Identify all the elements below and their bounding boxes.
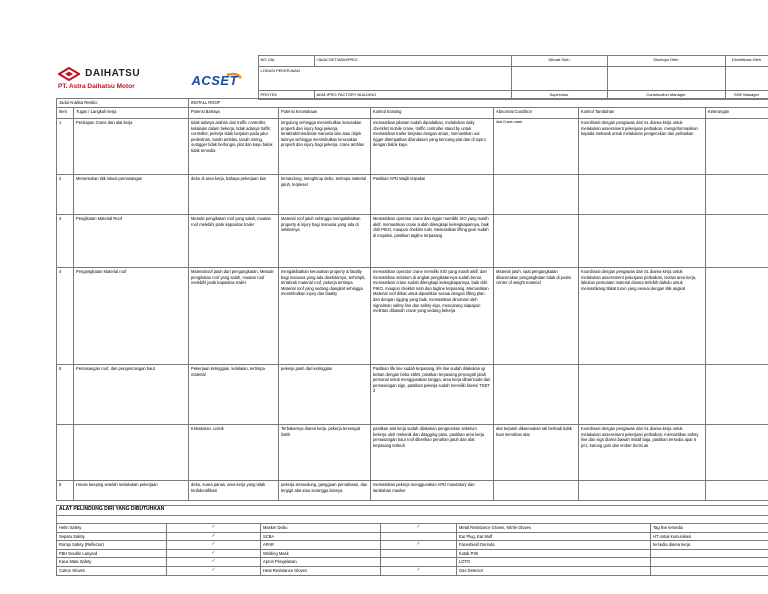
row-keterangan [706, 175, 768, 215]
acset-wordmark: ACSET [191, 73, 239, 88]
no-ija-value: /JA/ACSET/ADM/PRO/ [314, 56, 511, 67]
row-potensi-bahaya: Kebakaran, Listrik [189, 425, 279, 481]
ppe-check-a: ✓ [167, 541, 261, 550]
ppe-table [56, 505, 768, 576]
row-kontrol-existing: Memastikan operator crane dan rigger memiliki SIO yang masih aktif, memastikan crane sudah dilengkapi kelengkapannya, baik cklit PIKO, maupun cheklist rutin. Memastikan lifting gear sudah di inspeksi, pastikan tagline terpasang [371, 215, 494, 268]
role-supervisor: Supervisor [511, 91, 607, 100]
disetujui-oleh-label: Disetujui Oleh [607, 56, 725, 67]
ppe-check-b: ✓ [381, 566, 457, 575]
table-row [57, 365, 768, 425]
row-item: 5 [57, 365, 74, 425]
table-row [57, 268, 768, 365]
ppe-check-a: ✓ [167, 549, 261, 558]
row-kontrol-existing: memastikan operator crane memiliki SIO yang masih aktif, dan memastikan sebelum di angkat pengikatannya sudah benar, memastikan crane sudah dilengkapi kelengkapannya, baik cklit PIKO, maupun cheklist rutin dan tagline terpasang. Memastikan Material roof diikat untuk dipastikan sesuai dengan lifting plan dan dengan rigging yang baik, memastikan dinomasi oleh signalman safety line dan safety sign, mencarang siapapun melintas dibawah crane yang sedang bekerja [371, 268, 494, 365]
row-potensi-bahaya: tidak adanya arahan dari traffic controller, kelalaian dalam bekerja, tidak adanya traffic controller, pekerja tidak berjalan pada jalur pedestrian, tanah amblas, tanah miring, outrigger tidak berfungsi, plat dan kayu balok tidak tersedia [189, 119, 279, 175]
row-item: 2 [57, 175, 74, 215]
judul-analisa-value: INSTALL ROOF [189, 99, 768, 108]
ppe-check-b: ✓ [381, 541, 457, 550]
ppe-check-a: ✓ [167, 558, 261, 567]
row-item: 1 [57, 119, 74, 175]
table-row [57, 425, 768, 481]
table-row [57, 119, 768, 175]
row-keterangan [706, 481, 768, 501]
ppe-item-d: tersedia diarea kerja [651, 541, 768, 550]
ppe-item-d [651, 549, 768, 558]
row-tugas: Pengangkatan Material roof [74, 268, 189, 365]
col-header-tugas: Tugas / Langkah kerja [74, 108, 189, 119]
role-construction-manager: Construction Manager [607, 91, 725, 100]
row-abnormal-condition [494, 175, 579, 215]
row-kontrol-existing: memastikan jalanan sudah dipadatkan, melakukan daily checklist mobile crane, traffic controller stand by untuk memastikan trailer berjalan dengan aman, memastikan out rigger ditempatkan dilandasan yang kencang plat dan di topiro dengan balok kayu [371, 119, 494, 175]
row-potensi-kecelakaan: pekerja jatuh dari ketinggian [279, 365, 371, 425]
col-header-kontrol-existing: Kontrol Existing [371, 108, 494, 119]
signature-construction-manager [607, 67, 725, 91]
diverifikasi-oleh-label: Diverifikasi Oleh [725, 56, 768, 67]
ppe-item-c: Kotak P3K [457, 549, 651, 558]
ppe-row [57, 549, 768, 558]
col-header-potensi-bahaya: Potensi Bahaya [189, 108, 279, 119]
row-kontrol-existing: pastikan alat kerja sudah dilakukan pengecekan sebelum bekerja oleh mekanik dan ditagging pass, pastikan area kerja pemasangan baut roof diberikan penahan jatuh dan alat terpasang terkedi [371, 425, 494, 481]
no-ija-label: NO IJIA [258, 56, 314, 67]
ppe-check-a: ✓ [167, 566, 261, 575]
row-kontrol-existing: Pastikan life line sudah terpasang, life line sudah dilakukan uji beban dengan beba 15kN, pastikan terpasang pencegah jatuh personal untuk menggunakan tangga, area kerja dibarricade dan pemasangan sign, pastikan pekerja sudah memiliki lisensi TKBT 2 [371, 365, 494, 425]
row-kontrol-existing: memastikan pekerja menggunakan APD mandatory dan tambahan masker [371, 481, 494, 501]
row-tugas: House keeping setelah melakukan pekerjaan [74, 481, 189, 501]
ppe-check-b [381, 549, 457, 558]
col-header-item: Item [57, 108, 74, 119]
row-potensi-kecelakaan: pekerja tersandung, gangguan pernafasan, dan tergigit alat atau serangga lainnya [279, 481, 371, 501]
ppe-row [57, 566, 768, 575]
ppe-check-b: ✓ [381, 524, 457, 533]
ppe-item-c: Metal Resistance Gloves, Nitrile Gloves [457, 524, 651, 533]
daihatsu-d-icon [58, 67, 80, 81]
row-abnormal-condition [494, 365, 579, 425]
company-name: PT. Astra Daihatsu Motor [58, 82, 135, 90]
row-kontrol-tambahan [579, 175, 706, 215]
jsa-table [56, 98, 768, 501]
row-kontrol-tambahan [579, 215, 706, 268]
row-potensi-bahaya: Metode pengikatan roof yang salah, muatan roof melebihi jarak kapasitas trailer [189, 215, 279, 268]
row-kontrol-tambahan: Koordinasi dengan pengawas dari SL diarea kerja untuk melakukan assessment pekerjaan perbaikan, isolasi area kerja, lakukan pemuatan material dianna terlebih dahulu untuk memastikang titikat turun yang sesuai dengan titik angkat [579, 268, 706, 365]
ppe-item-b: APAR [261, 541, 381, 550]
table-row [57, 215, 768, 268]
row-abnormal-condition: Material jatuh, saat pengangkatan dikarenakan pengangkatan tidak di posisi center of weight material [494, 268, 579, 365]
ppe-item-a: Sepatu Safety [57, 532, 167, 541]
row-item: 4 [57, 268, 74, 365]
ppe-check-b [381, 532, 457, 541]
ppe-item-d [651, 566, 768, 575]
row-tugas: Pengikatan Material Roof [74, 215, 189, 268]
row-item: 6 [57, 481, 74, 501]
row-potensi-bahaya: Pekerjaan ketinggian, kelalaian, tertimpa material [189, 365, 279, 425]
row-kontrol-tambahan [579, 365, 706, 425]
ppe-row [57, 541, 768, 550]
ppe-item-b: Welding Mask [261, 549, 381, 558]
role-she-manager: SHE Manager [725, 91, 768, 100]
row-potensi-kecelakaan: tergulung sehingga menimbulkan kerusakan properti dan injury bagi pekerja, tertabrak/menabrak manusia dan atau objek lainnya sehingga menimbulkan kerusakan properti dan injury bagi pekerja, crane amblas [279, 119, 371, 175]
row-potensi-kecelakaan: tersandung, menghirup debu, tertimpa material jatuh, terpleset [279, 175, 371, 215]
row-tugas: Menentukan titik lokasi pemasangan [74, 175, 189, 215]
dibuat-oleh-label: Dibuat Oleh [511, 56, 607, 67]
daihatsu-logo [56, 56, 172, 100]
ppe-check-b [381, 558, 457, 567]
proyek-value: ADM-IPRO FACTORY BUILDING [314, 91, 511, 100]
ppe-item-b: Heat Resistance Gloves [261, 566, 381, 575]
ppe-spacer-row [57, 516, 768, 524]
ppe-item-c: Gas Detector [457, 566, 651, 575]
row-abnormal-condition: alat terjatuh dikarenakan tali berbadi tidak kuat menahan alat [494, 425, 579, 481]
row-keterangan [706, 365, 768, 425]
row-kontrol-tambahan: Koordinasi dengan pengawas dari SL diarea kerja untuk melakukan assessment pekerjaan perbaikan, menginformasikan kepada mekanik untuk melakukan pengecekan dan perbaikan [579, 119, 706, 175]
judul-analisa-label: Judul Analisa Resiko: [57, 99, 189, 108]
ppe-check-a: ✓ [167, 524, 261, 533]
ppe-item-b: Masker Debu [261, 524, 381, 533]
row-potensi-kecelakaan: Material roof jatuh sehingga mengakibatkan property & injury bagi manusia yang ada di sekitarnya [279, 215, 371, 268]
row-keterangan [706, 215, 768, 268]
row-potensi-kecelakaan: mengakibatkan kerusakan property & fatality bagi manusia yang ada disekitarnya, terhimpit, tertabrak material roof, pekerja tertimpa Material roof yang sedang diangkat sehingga menimbulkan injury dan fatality [279, 268, 371, 365]
ppe-item-c: LOTO [457, 558, 651, 567]
ppe-item-a: FBH Double Lanyard [57, 549, 167, 558]
ppe-item-c: Faceshield Gerinda [457, 541, 651, 550]
ppe-item-d [651, 558, 768, 567]
ppe-item-b: SCBA [261, 532, 381, 541]
ppe-item-a: Cotton Gloves [57, 566, 167, 575]
row-tugas: Persiapan Crane dan alat kerja [74, 119, 189, 175]
lokasi-pekerjaan-label: LOKASI PEKERJAAN [258, 67, 511, 91]
row-abnormal-condition [494, 215, 579, 268]
row-potensi-bahaya: debu di area kerja, bahaya pekerjaan lain [189, 175, 279, 215]
row-potensi-kecelakaan: Terbakarnya diarea kerja, pekerja tersengat listrik [279, 425, 371, 481]
col-header-keterangan: Keterangan [706, 108, 768, 119]
ppe-item-b: Apron Pengelasan [261, 558, 381, 567]
ppe-item-a: Helm Safety [57, 524, 167, 533]
ppe-item-d: HT untuk komunikasi [651, 532, 768, 541]
ppe-row [57, 558, 768, 567]
ppe-row [57, 524, 768, 533]
ppe-item-c: Ear Plug, Ear Muff [457, 532, 651, 541]
ppe-item-a: Rompi Safety (Reflector) [57, 541, 167, 550]
header-table [56, 55, 768, 100]
daihatsu-wordmark: DAIHATSU [85, 68, 141, 79]
ppe-check-a: ✓ [167, 532, 261, 541]
col-header-potensi-kecelakaan: Potensi Kecelakaan [279, 108, 371, 119]
table-row [57, 481, 768, 501]
signature-supervisor [511, 67, 607, 91]
row-kontrol-tambahan [579, 481, 706, 501]
row-item: 3 [57, 215, 74, 268]
row-potensi-bahaya: debu, suara panas, area kerja yang tidak terdidentifikasi [189, 481, 279, 501]
row-potensi-bahaya: Materialroof jatuh dari pengangkatan, Metode pengikatan roof yang salah, muatan roof melebihi jarak kapasitas trailer [189, 268, 279, 365]
row-keterangan [706, 268, 768, 365]
row-tugas [74, 425, 189, 481]
acset-logo [172, 56, 258, 100]
col-header-abnormal-condition: Abnormal Condition [494, 108, 579, 119]
col-header-kontrol-tambahan: Kontrol Tambahan [579, 108, 706, 119]
row-keterangan [706, 425, 768, 481]
table-row [57, 175, 768, 215]
ppe-item-a: Kaca Mata Safety [57, 558, 167, 567]
row-keterangan [706, 119, 768, 175]
row-kontrol-tambahan: Koordinasi dengan pengawas dari SL diarea kerja untuk melakukan assessment pekerjaan perbaikan, memastikan safety line dan sign diarea bawah install baja, pastikan tersedia apar 6 pcs, karung goni dan ember berisi air [579, 425, 706, 481]
row-abnormal-condition: Alat Crane rusak [494, 119, 579, 175]
proyek-label: PROYEK [258, 91, 314, 100]
ppe-row [57, 532, 768, 541]
row-kontrol-existing: Pastikan APD Wajib terpakai [371, 175, 494, 215]
ppe-item-d: Tag line tersedia [651, 524, 768, 533]
signature-she-manager [725, 67, 768, 91]
row-item [57, 425, 74, 481]
row-abnormal-condition [494, 481, 579, 501]
column-header-row [57, 108, 768, 119]
ppe-section-title: ALAT PELINDUNG DIRI YANG DIBUTUHKAN [57, 506, 768, 516]
row-tugas: Pemasangan roof, dan pengencangan baut [74, 365, 189, 425]
